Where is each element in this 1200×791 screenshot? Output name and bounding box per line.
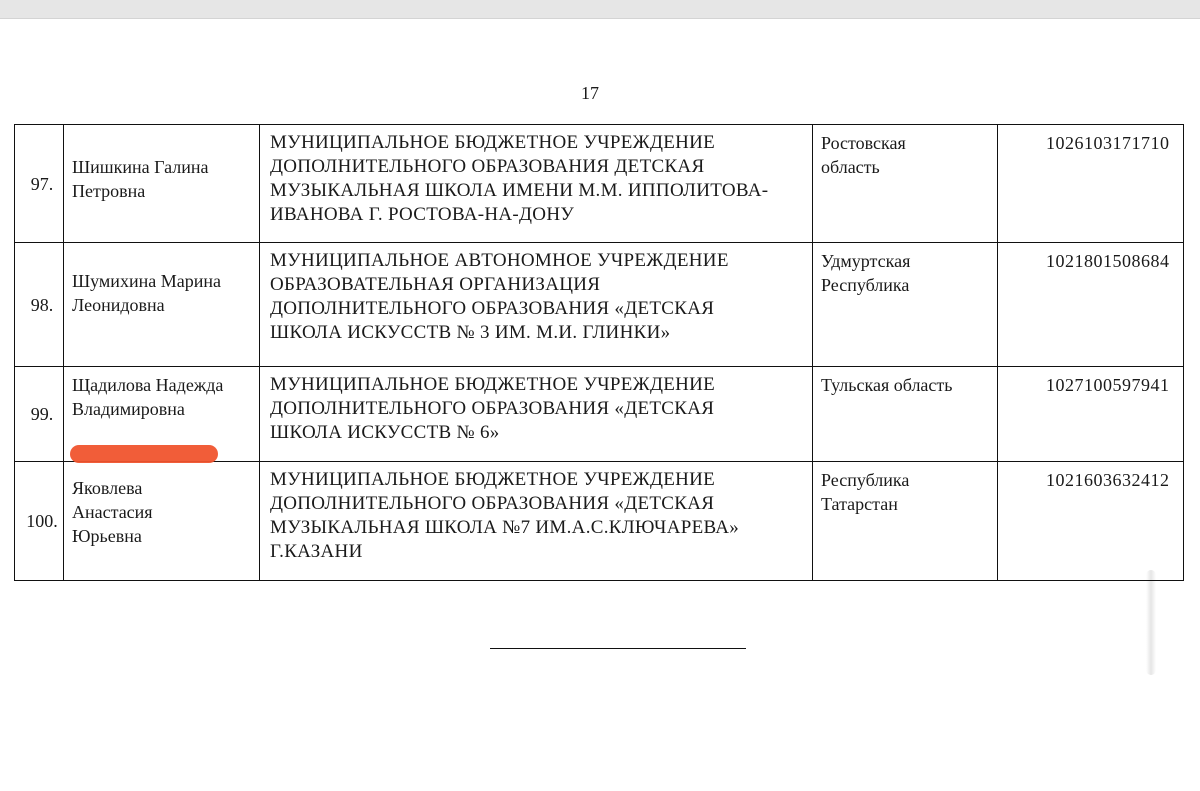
organization-line: ШКОЛА ИСКУССТВ № 3 ИМ. М.И. ГЛИНКИ» xyxy=(270,322,671,343)
organization-line: МУНИЦИПАЛЬНОЕ БЮДЖЕТНОЕ УЧРЕЖДЕНИЕ xyxy=(270,469,716,490)
row-number-cell xyxy=(15,125,64,243)
organization-cell xyxy=(260,243,813,367)
person-name-line: Шумихина Марина xyxy=(72,271,221,291)
organization-line: МУЗЫКАЛЬНАЯ ШКОЛА ИМЕНИ М.М. ИППОЛИТОВА- xyxy=(270,180,769,201)
organization-cell xyxy=(260,125,813,243)
registry-table xyxy=(14,124,1184,581)
table-row xyxy=(15,367,1184,462)
organization-line: ДОПОЛНИТЕЛЬНОГО ОБРАЗОВАНИЯ «ДЕТСКАЯ xyxy=(270,398,715,419)
ogrn-cell xyxy=(998,125,1184,243)
region-line: область xyxy=(821,157,880,177)
organization-line: ШКОЛА ИСКУССТВ № 6» xyxy=(270,422,500,443)
region-line: Удмуртская xyxy=(821,251,911,271)
row-number: 97. xyxy=(30,173,54,194)
person-name-cell xyxy=(64,367,260,462)
organization-line: ИВАНОВА Г. РОСТОВА-НА-ДОНУ xyxy=(270,204,575,225)
organization-line: ДОПОЛНИТЕЛЬНОГО ОБРАЗОВАНИЯ ДЕТСКАЯ xyxy=(270,156,705,177)
ogrn-value: 1021801508684 xyxy=(1046,251,1170,271)
organization-line: ДОПОЛНИТЕЛЬНОГО ОБРАЗОВАНИЯ «ДЕТСКАЯ xyxy=(270,298,715,319)
row-number-cell xyxy=(15,367,64,462)
table-row xyxy=(15,243,1184,367)
scroll-edge-shadow xyxy=(1146,570,1156,675)
region-cell xyxy=(813,125,998,243)
row-number: 99. xyxy=(30,404,54,424)
person-name-line: Щадилова Надежда xyxy=(72,375,224,395)
region-cell xyxy=(813,243,998,367)
region-cell xyxy=(813,462,998,581)
ogrn-cell xyxy=(998,367,1184,462)
ogrn-value: 1021603632412 xyxy=(1046,470,1170,490)
region-line: Республика xyxy=(821,470,910,490)
ogrn-cell xyxy=(998,462,1184,581)
organization-line: Г.КАЗАНИ xyxy=(270,541,363,562)
region-line: Татарстан xyxy=(821,494,898,514)
organization-line: МУЗЫКАЛЬНАЯ ШКОЛА №7 ИМ.А.С.КЛЮЧАРЕВА» xyxy=(270,517,740,538)
ogrn-value: 1026103171710 xyxy=(1046,133,1170,153)
person-name-cell xyxy=(64,243,260,367)
person-name-cell xyxy=(64,125,260,243)
viewer-top-strip xyxy=(0,0,1200,19)
row-number-cell xyxy=(15,462,64,581)
ogrn-value: 1027100597941 xyxy=(1046,375,1170,395)
end-of-document-rule xyxy=(490,648,746,649)
organization-line: ДОПОЛНИТЕЛЬНОГО ОБРАЗОВАНИЯ «ДЕТСКАЯ xyxy=(270,493,715,514)
region-cell xyxy=(813,367,998,462)
red-highlight-mark xyxy=(70,445,218,463)
person-name-cell xyxy=(64,462,260,581)
organization-line: МУНИЦИПАЛЬНОЕ БЮДЖЕТНОЕ УЧРЕЖДЕНИЕ xyxy=(270,374,716,395)
region-line: Республика xyxy=(821,275,910,295)
table-row xyxy=(15,125,1184,243)
person-name-line: Петровна xyxy=(72,181,146,201)
organization-cell xyxy=(260,462,813,581)
organization-line: МУНИЦИПАЛЬНОЕ АВТОНОМНОЕ УЧРЕЖДЕНИЕ xyxy=(270,250,729,271)
person-name-line: Яковлева xyxy=(72,478,143,498)
person-name-line: Анастасия xyxy=(72,502,153,522)
person-name-line: Юрьевна xyxy=(72,526,142,546)
organization-line: МУНИЦИПАЛЬНОЕ БЮДЖЕТНОЕ УЧРЕЖДЕНИЕ xyxy=(270,132,716,153)
row-number-cell xyxy=(15,243,64,367)
ogrn-cell xyxy=(998,243,1184,367)
organization-line: ОБРАЗОВАТЕЛЬНАЯ ОРГАНИЗАЦИЯ xyxy=(270,274,601,295)
row-number: 98. xyxy=(30,294,54,315)
organization-cell xyxy=(260,367,813,462)
page-number: 17 xyxy=(581,83,599,103)
person-name-line: Леонидовна xyxy=(72,295,165,315)
region-line: Тульская область xyxy=(821,375,953,395)
table-row xyxy=(15,462,1184,581)
row-number: 100. xyxy=(26,511,58,531)
person-name-line: Шишкина Галина xyxy=(72,157,209,177)
person-name-line: Владимировна xyxy=(72,399,185,419)
region-line: Ростовская xyxy=(821,133,906,153)
